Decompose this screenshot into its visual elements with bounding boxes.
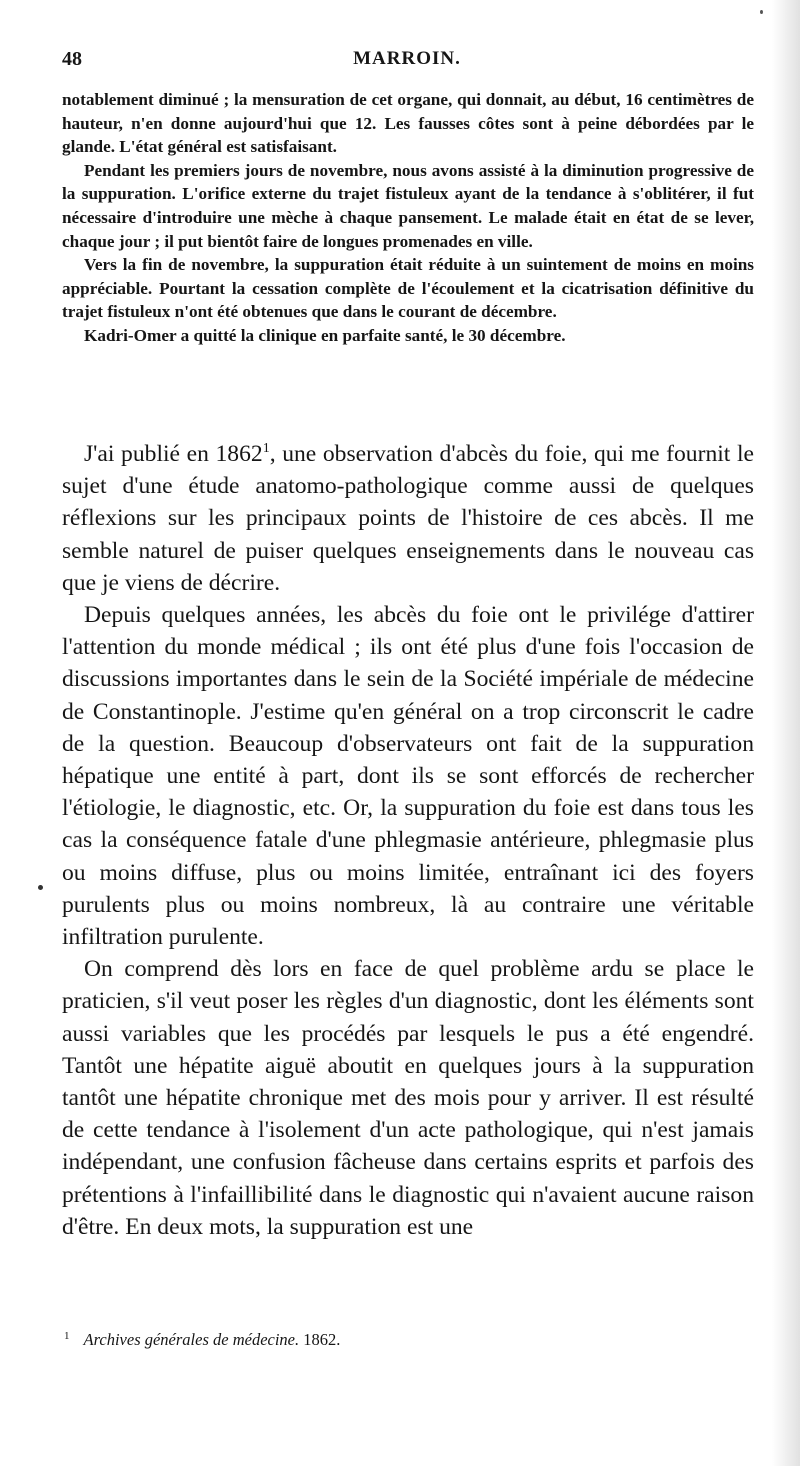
footnote-mark: 1 (64, 1330, 70, 1342)
discussion-paragraph: Depuis quelques années, les abcès du foie ont le privilége d'attirer l'attention du monde médical ; ils ont été plus d'une fois l'occasion de discussions importantes dans le sein de la Société impériale de médecine de Constantinople. J'estime qu'en général on a trop circonscrit le cadre de la question. Beaucoup d'observateurs ont fait de la suppuration hépatique une entité à part, dont ils se sont efforcés de rechercher l'étiologie, le diagnostic, etc. Or, la suppuration du foie est dans tous les cas la conséquence fatale d'une phlegmasie antérieure, phlegmasie plus ou moins diffuse, plus ou moins limitée, entraînant ici des foyers purulents plus ou moins nombreux, là au contraire une véritable infiltration purulente. (62, 602, 754, 951)
paragraph-text: J'ai publié en 1862 (84, 441, 263, 467)
print-speck (760, 10, 763, 14)
page-edge-shadow (772, 0, 800, 1466)
paragraph-text: , une observation d'abcès du foie, qui me fournit le sujet d'une étude anatomo-pathologique comme aussi de quelques réflexions sur les principaux points de l'histoire de ces abcès. Il me semble naturel de puiser quelques enseignements dans le nouveau cas que je viens de décrire. (62, 441, 754, 596)
footnote (64, 1325, 754, 1351)
case-paragraph: notablement diminué ; la mensuration de cet organe, qui donnait, au début, 16 centimètres de hauteur, n'en donne aujourd'hui que 12. Les fausses côtes sont à peine débordées par le glande. L'état général est satisfaisant. (62, 90, 754, 157)
footnote-year: 1862. (303, 1330, 341, 1349)
page-number: 48 (62, 48, 82, 70)
running-head: MARROIN. (353, 48, 461, 69)
footnote-reference: 1 (262, 441, 270, 456)
discussion-paragraph: On comprend dès lors en face de quel problème ardu se place le praticien, s'il veut poser les règles d'un diagnostic, dont les éléments sont aussi variables que les procédés par lesquels le pus a été engendré. Tantôt une hépatite aiguë aboutit en quelques jours à la suppuration tantôt une hépatite chronique met des mois pour y arriver. Il est résulté de cette tendance à l'isolement d'un acte pathologique, qui n'est jamais indépendant, une confusion fâcheuse dans certains esprits et parfois des prétentions à l'infaillibilité dans le diagnostic qui n'avaient aucune raison d'être. En deux mots, la suppuration est une (62, 956, 754, 1240)
page-header (62, 48, 752, 70)
case-report-text (62, 88, 754, 348)
discussion-paragraph (62, 438, 754, 599)
case-paragraph: Pendant les premiers jours de novembre, nous avons assisté à la diminution progressive de la suppuration. L'orifice externe du trajet fistuleux ayant de la tendance à s'oblitérer, il fut nécessaire d'introduire une mèche à chaque pansement. Le malade était en état de se lever, chaque jour ; il put bientôt faire de longues promenades en ville. (62, 160, 754, 251)
margin-mark (38, 885, 43, 890)
case-paragraph: Vers la fin de novembre, la suppuration était réduite à un suintement de moins en moins appréciable. Pourtant la cessation complète de l'écoulement et la cicatrisation définitive du trajet fistuleux n'ont été obtenues que dans le courant de décembre. (62, 255, 754, 322)
discussion-text (62, 438, 754, 1243)
footnote-source: Archives générales de médecine. (83, 1330, 300, 1349)
case-paragraph: Kadri-Omer a quitté la clinique en parfaite santé, le 30 décembre. (84, 325, 566, 345)
